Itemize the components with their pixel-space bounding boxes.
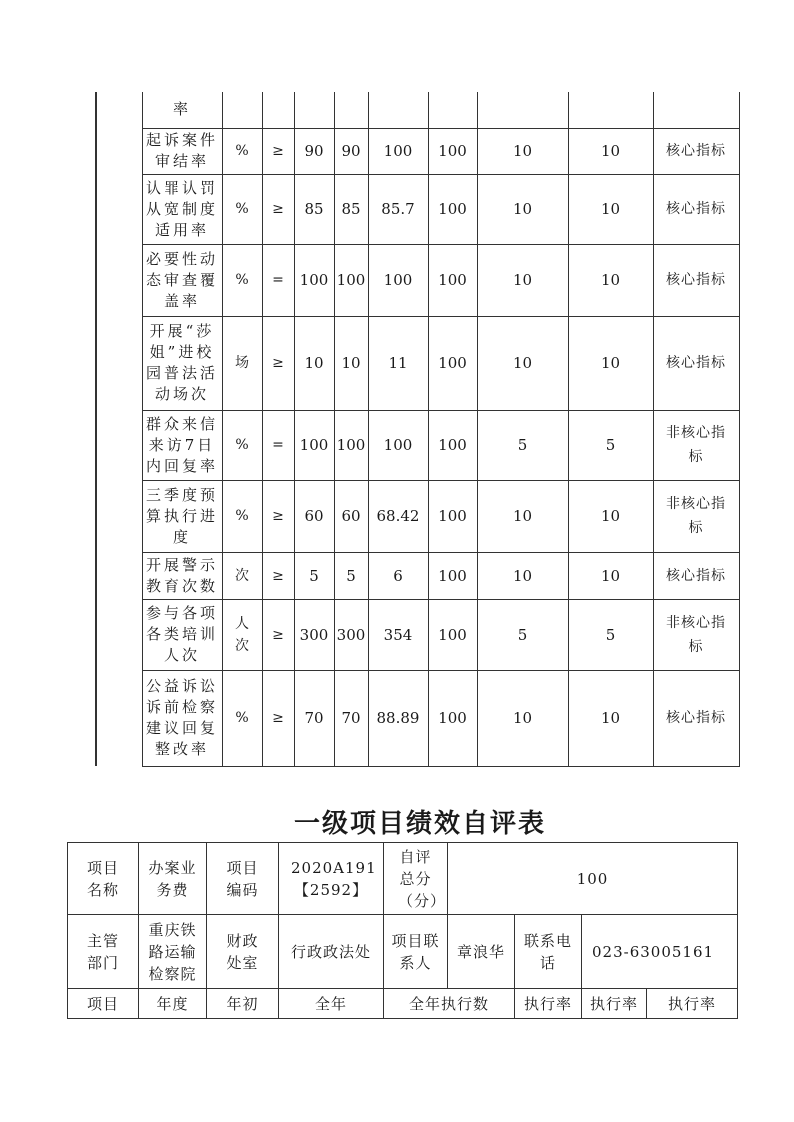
project-code-value: 2020A191【2592】 <box>279 843 384 915</box>
metric-score: 10 <box>568 316 653 410</box>
metric-target-mid: 100 <box>334 410 368 480</box>
header-exec-count: 全年执行数 <box>384 989 515 1019</box>
self-score-value: 100 <box>448 843 738 915</box>
table-row <box>96 599 739 670</box>
metric-weight: 10 <box>477 244 568 316</box>
metric-category: 核心指标 <box>653 670 739 766</box>
metric-category: 非核心指标 <box>653 599 739 670</box>
project-name-value: 办案业务费 <box>139 843 207 915</box>
metric-operator: ≥ <box>262 552 294 599</box>
metric-operator: ≥ <box>262 128 294 174</box>
metric-weight: 10 <box>477 174 568 244</box>
header-exec-rate: 执行率 <box>582 989 647 1019</box>
metric-target-mid: 60 <box>334 480 368 552</box>
metric-actual: 85.7 <box>368 174 428 244</box>
metric-target-mid: 90 <box>334 128 368 174</box>
metric-actual: 6 <box>368 552 428 599</box>
metric-target-year: 300 <box>294 599 334 670</box>
metric-rate: 100 <box>428 552 477 599</box>
table-row <box>96 128 739 174</box>
metric-target-year: 100 <box>294 410 334 480</box>
metric-weight: 5 <box>477 410 568 480</box>
metric-category: 核心指标 <box>653 244 739 316</box>
metric-rate: 100 <box>428 410 477 480</box>
header-start: 年初 <box>207 989 279 1019</box>
contact-label: 项目联系人 <box>384 915 448 989</box>
metric-unit: % <box>222 174 262 244</box>
metric-name: 率 <box>142 92 222 128</box>
metric-unit: 次 <box>222 552 262 599</box>
table-row <box>96 316 739 410</box>
metric-weight: 10 <box>477 552 568 599</box>
metric-target-mid: 70 <box>334 670 368 766</box>
metric-operator: ≥ <box>262 599 294 670</box>
metric-category: 核心指标 <box>653 174 739 244</box>
metric-category: 非核心指标 <box>653 480 739 552</box>
header-full: 全年 <box>279 989 384 1019</box>
metric-rate: 100 <box>428 480 477 552</box>
metric-name: 开展“莎姐”进校园普法活动场次 <box>142 316 222 410</box>
metric-name: 三季度预算执行进度 <box>142 480 222 552</box>
metric-category: 非核心指标 <box>653 410 739 480</box>
metric-score: 5 <box>568 599 653 670</box>
metric-name: 开展警示教育次数 <box>142 552 222 599</box>
finance-dept-label: 财政处室 <box>207 915 279 989</box>
metric-actual: 100 <box>368 128 428 174</box>
metric-weight: 10 <box>477 316 568 410</box>
metric-target-mid: 10 <box>334 316 368 410</box>
metric-actual: 354 <box>368 599 428 670</box>
metric-target-mid: 5 <box>334 552 368 599</box>
metric-operator: ≥ <box>262 174 294 244</box>
table-row <box>96 670 739 766</box>
metric-score: 10 <box>568 244 653 316</box>
metric-name: 必要性动态审查覆盖率 <box>142 244 222 316</box>
metric-name: 认罪认罚从宽制度适用率 <box>142 174 222 244</box>
metric-operator: = <box>262 410 294 480</box>
dept-value: 重庆铁路运输检察院 <box>139 915 207 989</box>
table-row <box>68 989 738 1019</box>
metric-rate: 100 <box>428 316 477 410</box>
metric-name: 公益诉讼诉前检察建议回复整改率 <box>142 670 222 766</box>
metric-weight: 10 <box>477 480 568 552</box>
metric-weight: 5 <box>477 599 568 670</box>
metric-name: 参与各项各类培训人次 <box>142 599 222 670</box>
metric-rate: 100 <box>428 174 477 244</box>
metric-category: 核心指标 <box>653 316 739 410</box>
header-item: 项目 <box>68 989 139 1019</box>
dept-label: 主管部门 <box>68 915 139 989</box>
table-row <box>96 480 739 552</box>
metric-score: 10 <box>568 670 653 766</box>
table-row <box>68 915 738 989</box>
metric-actual: 100 <box>368 410 428 480</box>
metric-target-year: 60 <box>294 480 334 552</box>
metric-actual: 100 <box>368 244 428 316</box>
table-row <box>68 843 738 915</box>
metric-category: 核心指标 <box>653 552 739 599</box>
metric-actual: 11 <box>368 316 428 410</box>
metric-target-year: 10 <box>294 316 334 410</box>
metric-category: 核心指标 <box>653 128 739 174</box>
metric-actual: 68.42 <box>368 480 428 552</box>
metric-score: 10 <box>568 128 653 174</box>
metric-rate: 100 <box>428 599 477 670</box>
metric-unit: 人次 <box>222 599 262 670</box>
metric-rate: 100 <box>428 128 477 174</box>
finance-dept-value: 行政政法处 <box>279 915 384 989</box>
metric-target-year: 100 <box>294 244 334 316</box>
table-row <box>96 174 739 244</box>
page-title: 一级项目绩效自评表 <box>293 809 546 839</box>
header-exec-rate: 执行率 <box>515 989 582 1019</box>
metric-weight: 10 <box>477 670 568 766</box>
project-name-label: 项目名称 <box>68 843 139 915</box>
project-self-evaluation-table <box>67 842 738 1019</box>
metric-target-year: 85 <box>294 174 334 244</box>
self-score-label: 自评总分（分） <box>384 843 448 915</box>
metric-weight: 10 <box>477 128 568 174</box>
performance-metrics-table <box>95 92 740 767</box>
metric-unit: % <box>222 244 262 316</box>
metric-operator: ≥ <box>262 480 294 552</box>
metric-rate: 100 <box>428 670 477 766</box>
metric-rate: 100 <box>428 244 477 316</box>
metric-actual: 88.89 <box>368 670 428 766</box>
metric-target-mid: 300 <box>334 599 368 670</box>
project-code-label: 项目编码 <box>207 843 279 915</box>
metric-target-mid: 85 <box>334 174 368 244</box>
metric-score: 5 <box>568 410 653 480</box>
metric-unit: % <box>222 410 262 480</box>
contact-value: 章浪华 <box>448 915 515 989</box>
table-row <box>96 244 739 316</box>
metric-target-mid: 100 <box>334 244 368 316</box>
metric-target-year: 5 <box>294 552 334 599</box>
metric-name: 起诉案件审结率 <box>142 128 222 174</box>
table-row <box>96 410 739 480</box>
header-year: 年度 <box>139 989 207 1019</box>
metric-score: 10 <box>568 480 653 552</box>
metric-target-year: 70 <box>294 670 334 766</box>
metric-name: 群众来信来访7日内回复率 <box>142 410 222 480</box>
phone-label: 联系电话 <box>515 915 582 989</box>
table-row <box>96 552 739 599</box>
phone-value: 023-63005161 <box>582 915 738 989</box>
metric-score: 10 <box>568 552 653 599</box>
metric-unit: % <box>222 128 262 174</box>
metric-score: 10 <box>568 174 653 244</box>
metric-unit: % <box>222 480 262 552</box>
metric-target-year: 90 <box>294 128 334 174</box>
metric-operator: ≥ <box>262 316 294 410</box>
metric-unit: 场 <box>222 316 262 410</box>
metric-operator: = <box>262 244 294 316</box>
header-exec-rate: 执行率 <box>647 989 738 1019</box>
table-row <box>96 92 739 128</box>
metric-unit: % <box>222 670 262 766</box>
metric-operator: ≥ <box>262 670 294 766</box>
